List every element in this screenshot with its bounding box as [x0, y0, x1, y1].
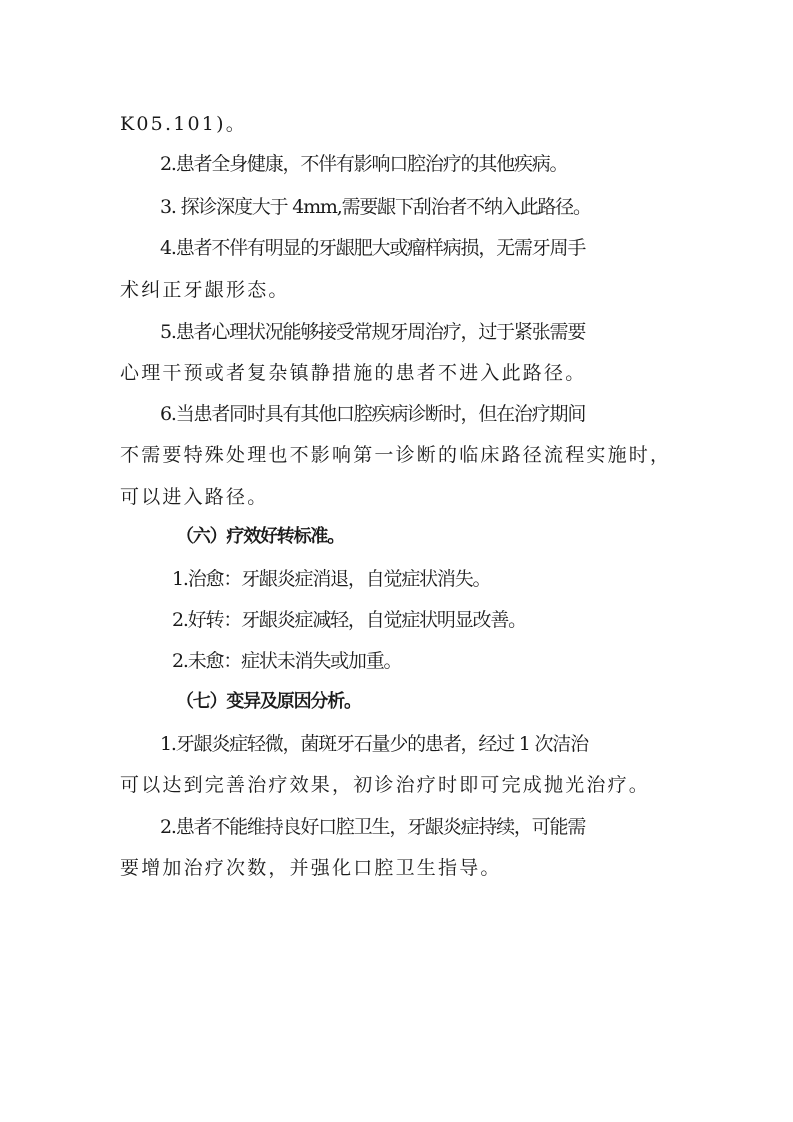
text-line: 不需要特殊处理也不影响第一诊断的临床路径流程实施时，: [120, 444, 672, 466]
text-line: 2.患者不能维持良好口腔卫生，牙龈炎症持续，可能需: [160, 816, 586, 838]
text-line: 3. 探诊深度大于 4mm,需要龈下刮治者不纳入此路径。: [160, 196, 591, 218]
text-line: 6.当患者同时具有其他口腔疾病诊断时，但在治疗期间: [160, 403, 586, 425]
text-line: 2.好转：牙龈炎症减轻，自觉症状明显改善。: [172, 609, 526, 631]
text-line: 4.患者不伴有明显的牙龈肥大或瘤样病损，无需牙周手: [160, 237, 586, 259]
text-line: 可以达到完善治疗效果，初诊治疗时即可完成抛光治疗。: [120, 774, 651, 796]
text-line: 5.患者心理状况能够接受常规牙周治疗，过于紧张需要: [160, 321, 586, 343]
section-heading: （六）疗效好转标准。: [176, 526, 344, 547]
text-line: 要增加治疗次数，并强化口腔卫生指导。: [120, 857, 502, 879]
text-line: 2.患者全身健康，不伴有影响口腔治疗的其他疾病。: [160, 153, 568, 175]
text-line: 2.未愈：症状未消失或加重。: [172, 650, 402, 672]
text-line: 1.牙龈炎症轻微，菌斑牙石量少的患者，经过 1 次洁治: [160, 733, 588, 755]
section-heading: （七）变异及原因分析。: [176, 691, 361, 712]
text-line: 术纠正牙龈形态。: [120, 279, 290, 301]
text-line: 可以进入路径。: [120, 486, 269, 508]
text-line: 心理干预或者复杂镇静措施的患者不进入此路径。: [120, 362, 587, 384]
text-line: 1.治愈：牙龈炎症消退，自觉症状消失。: [172, 568, 491, 590]
text-line: K05.101)。: [120, 113, 247, 135]
